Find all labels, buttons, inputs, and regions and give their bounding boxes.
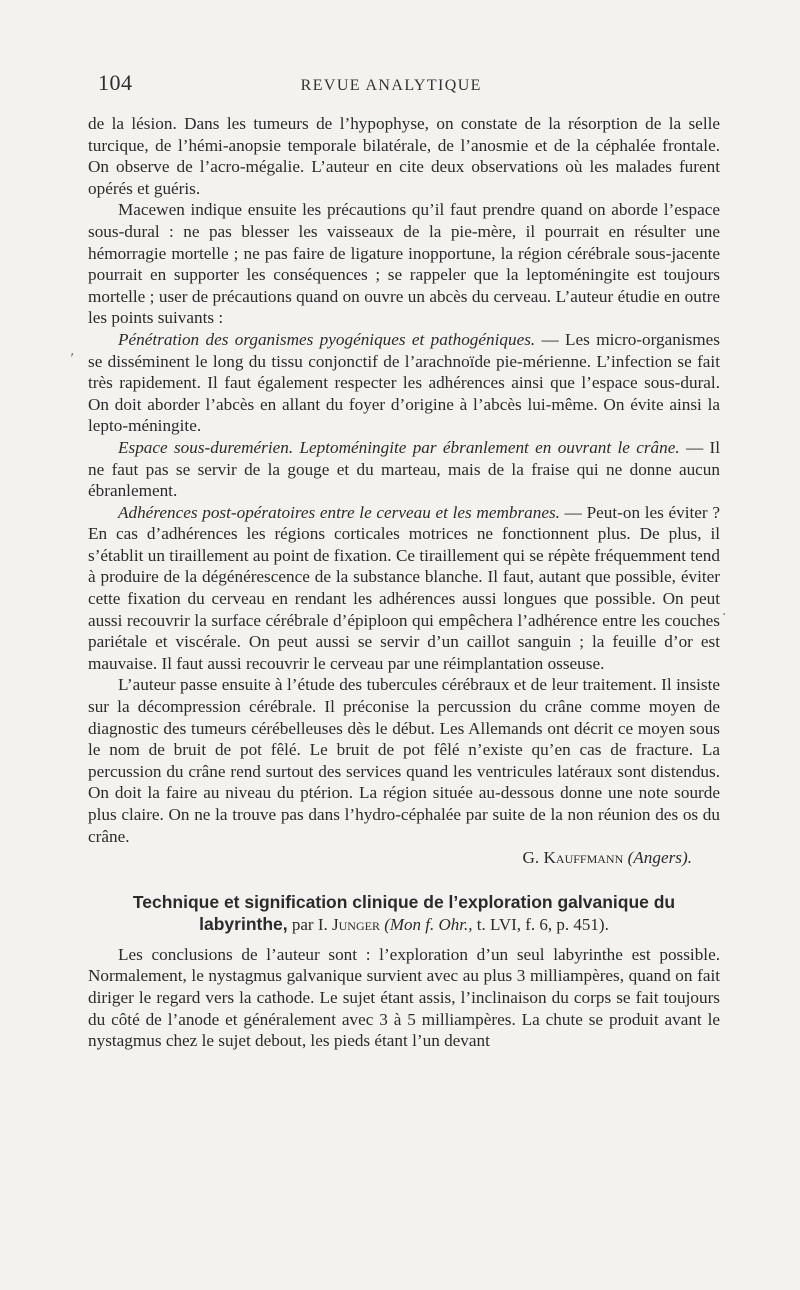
body-text <box>88 113 720 1052</box>
paragraph-4-title: Espace sous-duremérien. Leptoméningite par ébranlement en ouvrant le crâne. <box>118 437 680 457</box>
paragraph-6: L’auteur passe ensuite à l’étude des tubercules cérébraux et de leur traitement. Il insiste sur la décompression cérébrale. Il préconise la percussion du crâne comme moyen de diagnostic des tumeurs cérébelleuses dès le début. Les Allemands ont décrit ce moyen sous le nom de bruit de pot fêlé. Le bruit de pot fêlé n’existe qu’en cas de fracture. La percussion du crâne rend surtout des services quand les ventricules latéraux sont distendus. On doit la faire au niveau du ptérion. La région située au-dessous donne une note sourde plus claire. On ne la trouve pas dans l’hydro-céphalée par suite de la non réunion des os du crâne. <box>88 675 720 846</box>
signature-name: G. Kauffmann <box>522 848 624 868</box>
paragraph-5 <box>88 502 720 675</box>
paragraph-3 <box>88 329 720 437</box>
paragraph-7: Les conclusions de l’auteur sont : l’exploration d’un seul labyrinthe est possible. Normalement, le nystagmus galvanique survient avec au plus 3 milliampères, quand on fait diriger le regard vers la cathode. Le sujet étant assis, l’inclinaison du corps se fait toujours du côté de l’anode et généralement avec 3 à 5 milliampères. La chute se produit avant le nystagmus chez le sujet debout, les pieds étant l’un devant <box>88 944 720 1051</box>
signature-line <box>88 847 720 869</box>
paragraph-2: Macewen indique ensuite les précautions qu’il faut prendre quand on aborde l’espace sous-dural : ne pas blesser les vaisseaux de la pie-mère, il pourrait en résulter une hémorragie mortelle ; ne pas faire de ligature inopportune, la région cérébrale sous-jacente pourrait en supporter les conséquences ; se rappeler que la leptoméningite est toujours mortelle ; user de précautions quand on ouvre un abcès du cerveau. L’auteur étudie en outre les points suivants : <box>88 200 720 328</box>
section-title-text: Technique et signification clinique de l’exploration galvanique du labyrinthe, <box>132 891 676 934</box>
running-head: REVUE ANALYTIQUE <box>300 77 482 94</box>
paragraph-5-body: — Peut-on les éviter ? En cas d’adhérences les régions corticales motrices ne fonctionnent plus. De plus, il s’établit un tiraillement au point de fixation. Ce tiraillement qui se répète fréquemment tend à produire de la dégénérescence de la substance blanche. Il faut, autant que possible, éviter cette fixation du cerveau en rendant les adhérences aussi longues que possible. On peut aussi recouvrir la surface cérébrale d’épiploon qui empêchera l’adhérence entre les couches pariétale et viscérale. On peut aussi se servir d’un caillot sanguin ; la feuille d’or est mauvaise. Il faut aussi recouvrir le cerveau par une réimplantation osseuse. <box>88 502 720 673</box>
signature-city: (Angers). <box>627 848 692 868</box>
paragraph-4-body: — Il ne faut pas se servir de la gouge et du marteau, mais de la fraise qui ne donne aucun ébranlement. <box>88 437 720 501</box>
section-ref-rest: t. LVI, f. 6, p. 451). <box>472 914 609 934</box>
paragraph-1: de la lésion. Dans les tumeurs de l’hypophyse, on constate de la résorption de la selle turcique, de l’hémi-anopsie temporale bilatérale, de l’anosmie et de la céphalée frontale. On observe de l’acro-mégalie. L’auteur en cite deux observations où les malades furent opérés et guéris. <box>88 114 720 198</box>
paragraph-3-body: — Les micro-organismes se disséminent le long du tissu conjonctif de l’arachnoïde pie-mérienne. L’infection se fait très rapidement. Il faut également respecter les adhérences ainsi que l’espace sous-dural. On doit aborder l’abcès en allant du foyer d’origine à l’abcès lui-même. On évite ainsi la lepto-méningite. <box>88 329 720 436</box>
page-header <box>98 70 715 98</box>
margin-mark: . <box>722 603 727 619</box>
section-author-prefix: par I. <box>287 914 333 934</box>
signature <box>522 847 720 869</box>
section-ref-journal: (Mon f. Ohr., <box>379 914 473 934</box>
page-number: 104 <box>98 70 133 95</box>
paragraph-4 <box>88 437 720 502</box>
section-author: Junger <box>332 914 380 934</box>
paragraph-5-title: Adhérences post-opératoires entre le cerveau et les membranes. <box>118 502 560 522</box>
paragraph-3-title: Pénétration des organismes pyogéniques et pathogéniques. <box>118 329 536 349</box>
margin-mark: , <box>70 343 75 359</box>
section-title <box>88 891 720 936</box>
